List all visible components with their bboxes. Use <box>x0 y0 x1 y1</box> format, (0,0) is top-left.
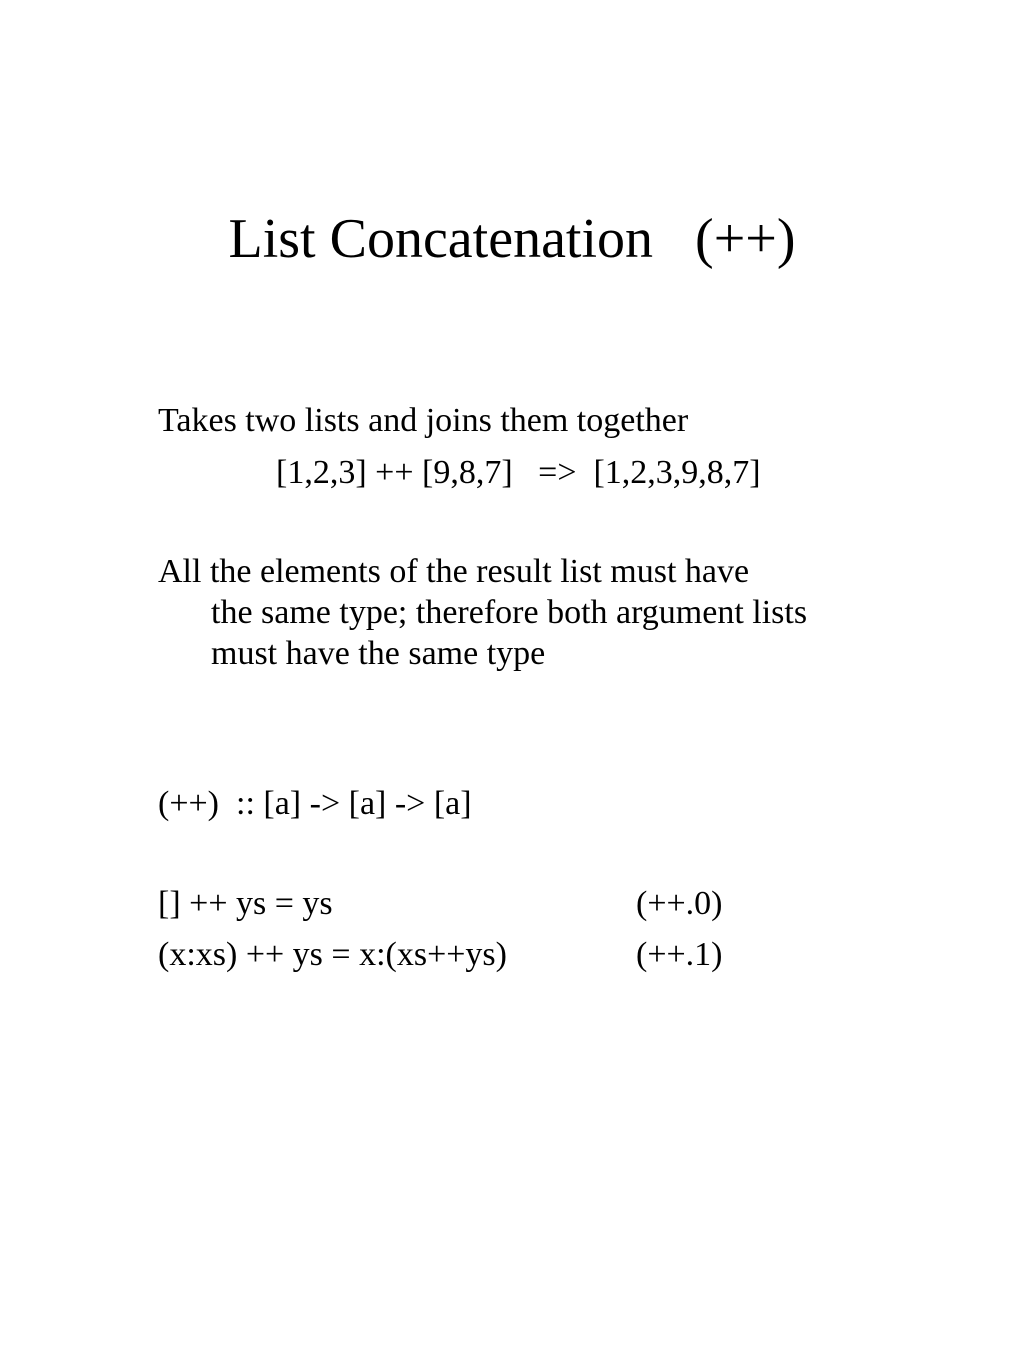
type-note-line-3: must have the same type <box>211 635 546 672</box>
definition-equation-0: [] ++ ys = ys <box>158 885 333 922</box>
type-note-line-1: All the elements of the result list must have <box>158 553 750 590</box>
definition-label-0: (++.0) <box>636 885 723 922</box>
description-text: Takes two lists and joins them together <box>158 402 689 439</box>
definition-equation-1: (x:xs) ++ ys = x:(xs++ys) <box>158 936 507 973</box>
type-signature: (++) :: [a] -> [a] -> [a] <box>158 785 472 822</box>
slide-title: List Concatenation (++) <box>228 208 796 270</box>
definition-label-1: (++.1) <box>636 936 723 973</box>
type-note-line-2: the same type; therefore both argument lists <box>211 594 808 631</box>
concatenation-example: [1,2,3] ++ [9,8,7] => [1,2,3,9,8,7] <box>276 454 761 491</box>
